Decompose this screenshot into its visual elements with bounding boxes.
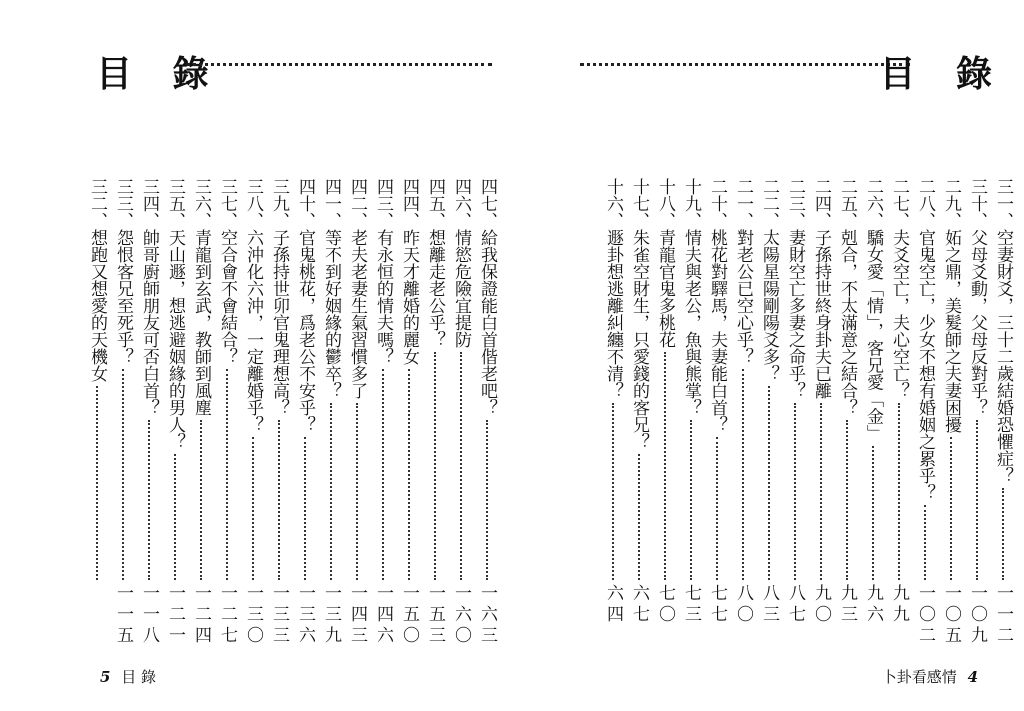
toc-entry-title: 驕女愛「情」，客兄愛「金」 — [863, 229, 883, 442]
toc-entry-number: 十八 — [655, 178, 675, 212]
toc-entry-page: 七〇 — [655, 584, 675, 626]
toc-entry — [268, 178, 290, 648]
right-page — [512, 0, 1024, 711]
toc-entry-title: 子孫持世終身卦夫已離 — [811, 229, 831, 399]
toc-entry-title: 妬之鼎，美髮師之夫妻困擾 — [941, 229, 961, 433]
toc-entry — [398, 178, 420, 648]
toc-entry-number: 四十 — [295, 178, 315, 212]
toc-entry-title: 有永恒的情夫嗎？ — [373, 229, 393, 365]
toc-entry-leader — [304, 437, 306, 580]
toc-entry-title: 天山遯，想逃避姻緣的男人？ — [165, 229, 185, 450]
page-heading-left: 目 錄 — [96, 53, 223, 95]
toc-entry-separator: 、 — [217, 212, 237, 229]
toc-entry-separator: 、 — [889, 212, 909, 229]
toc-entry-leader — [486, 420, 488, 580]
toc-entry-page: 一五三 — [425, 584, 445, 647]
toc-entry-page: 一一八 — [139, 584, 159, 647]
toc-entry-number: 四七 — [477, 178, 497, 212]
toc-entry-page: 一〇二 — [915, 584, 935, 647]
toc-entry-number: 十九 — [681, 178, 701, 212]
toc-entry-leader — [122, 369, 124, 580]
toc-entry-separator: 、 — [603, 212, 623, 229]
toc-entry-leader — [174, 454, 176, 580]
toc-entry — [372, 178, 394, 648]
toc-entry-page: 一六〇 — [451, 584, 471, 647]
toc-entry — [112, 178, 134, 648]
toc-entry-number: 三八 — [243, 178, 263, 212]
toc-entry-leader — [716, 437, 718, 580]
toc-entry-leader — [768, 386, 770, 580]
folio-left — [94, 666, 156, 687]
toc-entry — [164, 178, 186, 648]
toc-entry-separator: 、 — [993, 212, 1013, 229]
toc-entry-separator: 、 — [295, 212, 315, 229]
toc-entry-page: 一四六 — [373, 584, 393, 647]
toc-entry — [784, 178, 806, 648]
toc-entry — [294, 178, 316, 648]
running-head-right: 卜卦看感情 — [881, 668, 957, 686]
toc-entry-separator: 、 — [87, 212, 107, 229]
toc-entry-title: 老夫老妻生氣習慣多了 — [347, 229, 367, 399]
toc-entry-separator: 、 — [191, 212, 211, 229]
toc-entry-title: 給我保證能白首偕老吧？ — [477, 229, 497, 416]
toc-entry-page: 九六 — [863, 584, 883, 626]
toc-entry-leader — [226, 369, 228, 580]
toc-entry-number: 四一 — [321, 178, 341, 212]
toc-entry-leader — [898, 403, 900, 580]
toc-entry-page: 八七 — [785, 584, 805, 626]
toc-entry-leader — [742, 369, 744, 580]
toc-entry-page: 八三 — [759, 584, 779, 626]
toc-entry-separator: 、 — [837, 212, 857, 229]
toc-entry-page: 一三九 — [321, 584, 341, 647]
toc-entry-leader — [434, 352, 436, 580]
toc-entry-page: 一三三 — [269, 584, 289, 647]
toc-entry-title: 妻財空亡多妻之命乎？ — [785, 229, 805, 399]
toc-entry-title: 想離走老公乎？ — [425, 229, 445, 348]
toc-entry-title: 朱雀空財生，只愛錢的客兄？ — [629, 229, 649, 450]
toc-entry-page: 一二七 — [217, 584, 237, 647]
toc-entry-title: 情夫與老公，魚與熊掌？ — [681, 229, 701, 416]
toc-entry — [888, 178, 910, 648]
toc-entry-number: 二八 — [915, 178, 935, 212]
toc-entry-title: 想跑又想愛的天機女 — [87, 229, 107, 382]
toc-entry-title: 官鬼桃花，爲老公不安乎？ — [295, 229, 315, 433]
toc-entry — [242, 178, 264, 648]
toc-entry-page: 一五〇 — [399, 584, 419, 647]
toc-entry-number: 二七 — [889, 178, 909, 212]
toc-entry-separator: 、 — [399, 212, 419, 229]
toc-entry-leader — [460, 352, 462, 580]
toc-entry-number: 十七 — [629, 178, 649, 212]
toc-entry-leader — [96, 386, 98, 580]
toc-entry-leader — [924, 505, 926, 580]
page-number-left: 5 — [100, 668, 111, 686]
toc-entry-number: 三五 — [165, 178, 185, 212]
toc-list-right — [584, 178, 1014, 648]
toc-entry-page: 一一五 — [113, 584, 133, 647]
page-heading-right: 目 錄 — [879, 53, 1006, 95]
toc-entry-number: 二五 — [837, 178, 857, 212]
toc-entry-page: 一四三 — [347, 584, 367, 647]
toc-entry-page: 七七 — [707, 584, 727, 626]
toc-entry — [940, 178, 962, 648]
toc-entry-title: 對老公已空心乎？ — [733, 229, 753, 365]
toc-entry-separator: 、 — [915, 212, 935, 229]
toc-entry-number: 二一 — [733, 178, 753, 212]
toc-entry-title: 帥哥廚師朋友可否白首？ — [139, 229, 159, 416]
toc-entry-separator: 、 — [373, 212, 393, 229]
toc-entry-leader — [664, 352, 666, 580]
toc-entry-number: 二二 — [759, 178, 779, 212]
toc-entry-leader — [638, 454, 640, 580]
toc-entry-page: 九三 — [837, 584, 857, 626]
toc-entry-leader — [950, 437, 952, 580]
toc-entry — [476, 178, 498, 648]
toc-entry — [706, 178, 728, 648]
toc-entry-number: 四六 — [451, 178, 471, 212]
toc-entry — [810, 178, 832, 648]
toc-entry-number: 三七 — [217, 178, 237, 212]
toc-entry-leader — [612, 403, 614, 580]
toc-entry — [966, 178, 988, 648]
toc-entry-leader — [200, 420, 202, 580]
toc-entry-title: 空合會不會結合？ — [217, 229, 237, 365]
toc-entry — [320, 178, 342, 648]
toc-entry-leader — [872, 446, 874, 581]
toc-entry — [424, 178, 446, 648]
toc-entry-separator: 、 — [759, 212, 779, 229]
toc-entry — [732, 178, 754, 648]
toc-entry-number: 二三 — [785, 178, 805, 212]
toc-entry-leader — [278, 420, 280, 580]
toc-entry-number: 三二 — [87, 178, 107, 212]
toc-entry-title: 青龍官鬼多桃花 — [655, 229, 675, 348]
toc-entry-page: 六四 — [603, 584, 623, 626]
toc-entry-number: 二六 — [863, 178, 883, 212]
toc-entry-separator: 、 — [477, 212, 497, 229]
toc-entry — [346, 178, 368, 648]
toc-entry — [190, 178, 212, 648]
toc-entry-number: 三十 — [967, 178, 987, 212]
toc-entry — [862, 178, 884, 648]
toc-entry-separator: 、 — [785, 212, 805, 229]
toc-entry-title: 父母爻動，父母反對乎？ — [967, 229, 987, 416]
toc-entry-leader — [794, 403, 796, 580]
toc-entry-number: 三六 — [191, 178, 211, 212]
toc-entry-page: 一二四 — [191, 584, 211, 647]
toc-entry-number: 二十 — [707, 178, 727, 212]
toc-entry-leader — [408, 369, 410, 580]
toc-entry — [680, 178, 702, 648]
toc-entry — [836, 178, 858, 648]
toc-entry-title: 情慾危險宜提防 — [451, 229, 471, 348]
toc-entry — [758, 178, 780, 648]
toc-entry-title: 夫爻空亡，夫心空亡？ — [889, 229, 909, 399]
toc-entry-page: 一三六 — [295, 584, 315, 647]
toc-entry-page: 七三 — [681, 584, 701, 626]
toc-entry-page: 九〇 — [811, 584, 831, 626]
toc-entry — [86, 178, 108, 648]
toc-entry-separator: 、 — [811, 212, 831, 229]
toc-entry-leader — [330, 403, 332, 580]
toc-entry-title: 怨恨客兄至死乎？ — [113, 229, 133, 365]
toc-entry-title: 六沖化六沖，一定離婚乎？ — [243, 229, 263, 433]
toc-entry — [992, 178, 1014, 648]
toc-list-left — [87, 178, 498, 648]
toc-entry-number: 三三 — [113, 178, 133, 212]
toc-entry-leader — [148, 420, 150, 580]
toc-entry-number: 四二 — [347, 178, 367, 212]
toc-entry-number: 三一 — [993, 178, 1013, 212]
toc-entry-separator: 、 — [165, 212, 185, 229]
toc-entry — [628, 178, 650, 648]
toc-entry-separator: 、 — [321, 212, 341, 229]
toc-entry-title: 青龍到玄武，教師到風塵 — [191, 229, 211, 416]
toc-entry-number: 四三 — [373, 178, 393, 212]
toc-entry-separator: 、 — [967, 212, 987, 229]
toc-entry-separator: 、 — [451, 212, 471, 229]
toc-entry-title: 太陽星陽剛陽爻多？ — [759, 229, 779, 382]
toc-entry-separator: 、 — [863, 212, 883, 229]
toc-entry-separator: 、 — [941, 212, 961, 229]
toc-entry — [450, 178, 472, 648]
toc-entry-separator: 、 — [655, 212, 675, 229]
toc-entry-separator: 、 — [629, 212, 649, 229]
toc-entry-leader — [356, 403, 358, 580]
toc-entry-number: 三四 — [139, 178, 159, 212]
toc-entry-separator: 、 — [269, 212, 289, 229]
toc-entry-page: 八〇 — [733, 584, 753, 626]
toc-entry-page: 一六三 — [477, 584, 497, 647]
toc-entry-page: 一二一 — [165, 584, 185, 647]
toc-entry-title: 子孫持世卯官鬼理想高？ — [269, 229, 289, 416]
toc-entry-title: 桃花對驛馬，夫妻能白首？ — [707, 229, 727, 433]
page-number-right: 4 — [967, 668, 978, 686]
toc-entry-page: 一一二 — [993, 584, 1013, 647]
toc-entry-leader — [252, 437, 254, 580]
toc-entry-page: 一〇五 — [941, 584, 961, 647]
toc-entry-number: 二九 — [941, 178, 961, 212]
toc-entry-separator: 、 — [139, 212, 159, 229]
toc-entry-title: 遯卦想逃離糾纏不清？ — [603, 229, 623, 399]
toc-entry-leader — [976, 420, 978, 580]
toc-entry-leader — [382, 369, 384, 580]
toc-entry-number: 十六 — [603, 178, 623, 212]
toc-entry-number: 二四 — [811, 178, 831, 212]
toc-entry-number: 三九 — [269, 178, 289, 212]
heading-rule-right — [580, 63, 910, 70]
toc-entry — [914, 178, 936, 648]
toc-entry — [216, 178, 238, 648]
toc-entry-separator: 、 — [243, 212, 263, 229]
toc-entry-title: 等不到好姻緣的鬱卒？ — [321, 229, 341, 399]
toc-entry-title: 昨天才離婚的麗女 — [399, 229, 419, 365]
toc-entry — [602, 178, 624, 648]
toc-entry-page: 九九 — [889, 584, 909, 626]
toc-entry-page: 六七 — [629, 584, 649, 626]
toc-entry-leader — [1002, 488, 1004, 580]
toc-entry-separator: 、 — [707, 212, 727, 229]
toc-entry-separator: 、 — [425, 212, 445, 229]
toc-entry-leader — [820, 403, 822, 580]
toc-entry-separator: 、 — [347, 212, 367, 229]
toc-entry-separator: 、 — [681, 212, 701, 229]
toc-entry-separator: 、 — [733, 212, 753, 229]
folio-right — [882, 666, 984, 687]
toc-entry-leader — [690, 420, 692, 580]
toc-entry-number: 四五 — [425, 178, 445, 212]
toc-entry-leader — [846, 420, 848, 580]
toc-entry-title: 剋合，不太滿意之結合？ — [837, 229, 857, 416]
toc-entry-number: 四四 — [399, 178, 419, 212]
toc-entry — [654, 178, 676, 648]
toc-entry-page: 一三〇 — [243, 584, 263, 647]
toc-entry-page: 一〇九 — [967, 584, 987, 647]
toc-entry — [138, 178, 160, 648]
toc-entry-title: 空妻財爻，三十二歲結婚恐懼症？ — [993, 229, 1013, 484]
heading-rule-left — [186, 63, 492, 70]
toc-entry-separator: 、 — [113, 212, 133, 229]
running-head-left: 目 錄 — [121, 668, 156, 686]
toc-entry-title: 官鬼空亡，少女不想有婚姻之累乎？ — [915, 229, 935, 501]
